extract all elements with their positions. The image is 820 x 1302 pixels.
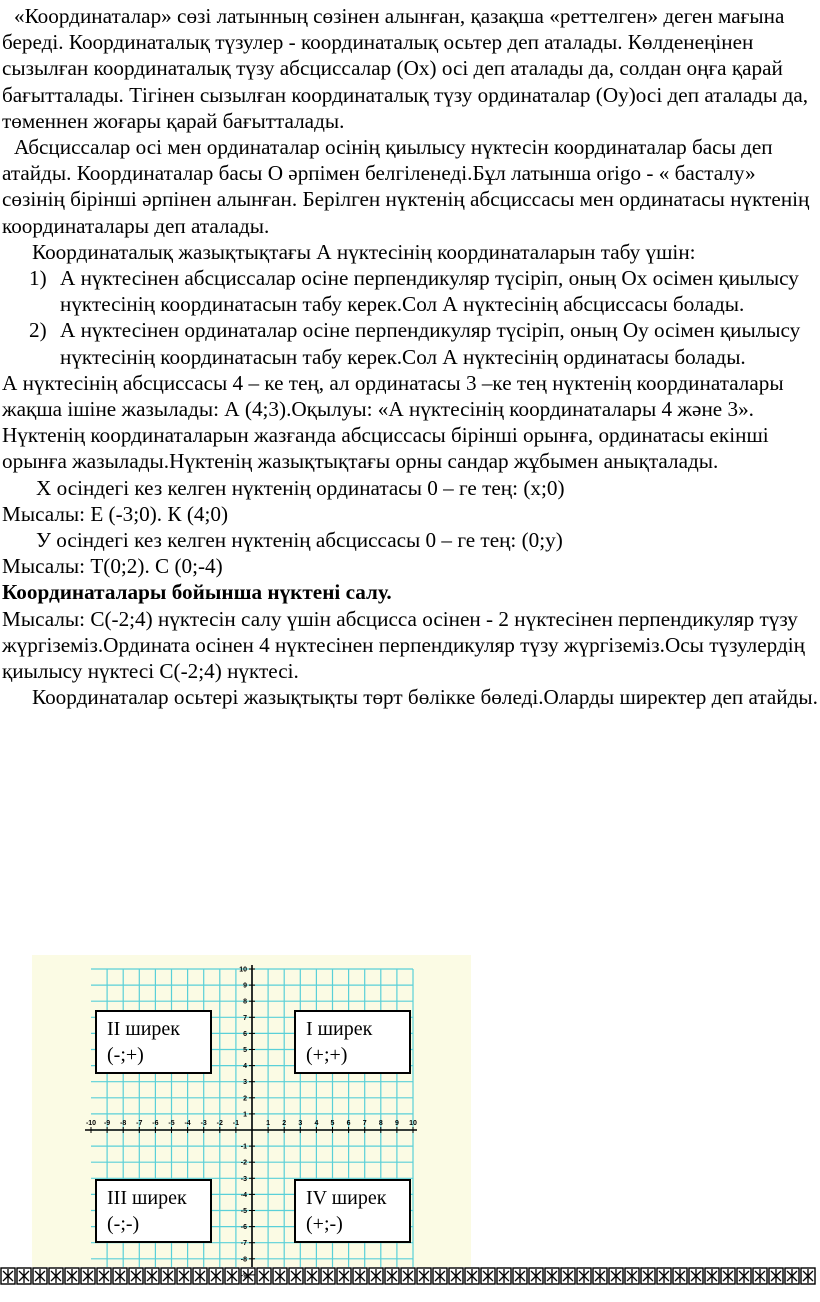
border-ornament	[163, 1269, 173, 1283]
quadrant-iv-sign: (+;-)	[306, 1213, 343, 1235]
border-ornament	[387, 1269, 397, 1283]
list-item	[2, 317, 820, 369]
border-ornament	[595, 1269, 605, 1283]
x-tick-label: 4	[314, 1120, 319, 1127]
section-heading: Координаталары бойынша нүктені салу.	[2, 580, 392, 605]
border-ornament	[195, 1269, 205, 1283]
border-ornament	[531, 1269, 541, 1283]
x-tick-label: 5	[330, 1120, 335, 1127]
x-tick-label: 8	[378, 1120, 383, 1127]
border-ornament	[739, 1269, 749, 1283]
quadrant-iii-name: III ширек	[107, 1187, 187, 1209]
border-ornament	[259, 1269, 269, 1283]
paragraph-y-axis-example: Мысалы: Т(0;2). С (0;-4)	[2, 554, 223, 579]
quadrant-i-name: I ширек	[306, 1018, 373, 1040]
y-tick-label: -1	[240, 1143, 247, 1151]
list-item-number: 2)	[29, 318, 47, 343]
list-item-text: А нүктесінен абсциссалар осіне перпендикуляр түсіріп, оның Ох осімен қиылысу нүктесінің координатасын табу керек.Сол А нүктесінің абсциссасы болады.	[60, 266, 799, 317]
list-item-text: А нүктесінен ординаталар осіне перпендикуляр түсіріп, оның Оу осімен қиылысу нүктесінің координатасын табу керек.Сол А нүктесінің ординатасы болады.	[60, 318, 801, 369]
border-ornament	[403, 1269, 413, 1283]
border-ornament	[307, 1269, 317, 1283]
border-ornament	[547, 1269, 557, 1283]
border-ornament	[147, 1269, 157, 1283]
border-ornament	[803, 1269, 813, 1283]
border-ornament	[211, 1269, 221, 1283]
y-tick-label: 2	[243, 1095, 247, 1103]
border-ornament	[643, 1269, 653, 1283]
y-tick-label: 1	[243, 1111, 247, 1119]
border-ornament	[19, 1269, 29, 1283]
quadrant-iii-box	[95, 1179, 212, 1243]
x-tick-label: 3	[298, 1120, 303, 1127]
document-text	[2, 3, 820, 710]
border-ornament	[483, 1269, 493, 1283]
border-ornament	[67, 1269, 77, 1283]
y-tick-label: 6	[243, 1030, 247, 1038]
decorative-border	[0, 1264, 816, 1288]
border-ornament	[3, 1269, 13, 1283]
x-tick-label: -5	[168, 1120, 175, 1127]
y-tick-label: -2	[240, 1159, 247, 1167]
border-ornament	[131, 1269, 141, 1283]
quadrant-i-box	[294, 1010, 411, 1074]
x-tick-label: -9	[103, 1120, 111, 1127]
border-ornament	[627, 1269, 637, 1283]
quadrant-iii-sign: (-;-)	[107, 1213, 140, 1235]
border-ornament	[771, 1269, 781, 1283]
x-tick-label: -1	[232, 1120, 240, 1127]
x-tick-label: 7	[362, 1120, 367, 1127]
paragraph-plot-example: Мысалы: С(-2;4) нүктесін салу үшін абсцисса осінен - 2 нүктесінен перпендикуляр түзу жүргіземіз.Ордината осінен 4 нүктесінен перпендикуляр түзу жүргіземіз.Осы түзулердің қиылысу нүктесі С(-2;4) нүктесі.	[2, 606, 805, 684]
paragraph-origin: Абсциссалар осі мен ординаталар осінің қиылысу нүктесін координаталар басы деп атайды. Координаталар басы О әрпімен белгіленеді.Бұл латынша origo - « басталу» сөзінің бірінші әрпінен алынған. Берілген нүктенің абсциссасы мен ординатасы нүктенің координаталары деп аталады.	[2, 135, 810, 238]
border-ornament	[323, 1269, 333, 1283]
x-tick-label: 2	[282, 1120, 287, 1127]
border-ornament	[115, 1269, 125, 1283]
y-tick-label: -3	[240, 1175, 247, 1183]
y-tick-label: -8	[240, 1256, 247, 1264]
border-ornament	[755, 1269, 765, 1283]
y-tick-label: -4	[240, 1191, 247, 1199]
border-ornament	[467, 1269, 477, 1283]
paragraph-find-coordinates: Координаталық жазықтықтағы А нүктесінің координаталарын табу үшін:	[32, 239, 696, 264]
border-ornament	[579, 1269, 589, 1283]
border-ornament	[371, 1269, 381, 1283]
border-ornament	[355, 1269, 365, 1283]
y-tick-label: 8	[243, 998, 247, 1006]
border-ornament	[435, 1269, 445, 1283]
border-ornament	[499, 1269, 509, 1283]
quadrant-iv-name: IV ширек	[306, 1187, 387, 1209]
x-tick-label: -4	[184, 1120, 191, 1127]
border-ornament	[227, 1269, 237, 1283]
paragraph-x-axis-example: Мысалы: Е (-3;0). К (4;0)	[2, 501, 229, 526]
border-ornament	[611, 1269, 621, 1283]
border-ornament	[51, 1269, 61, 1283]
steps-list	[2, 265, 820, 370]
list-item	[2, 265, 820, 317]
quadrant-ii-sign: (-;+)	[107, 1044, 144, 1066]
border-pattern-icon	[1, 1268, 815, 1284]
border-ornament	[83, 1269, 93, 1283]
border-ornament	[275, 1269, 285, 1283]
border-ornament	[515, 1269, 525, 1283]
x-tick-label: 10	[409, 1120, 417, 1127]
x-tick-label: -7	[136, 1120, 143, 1127]
paragraph-intro: «Координаталар» сөзі латынның сөзінен алынған, қазақша «реттелген» деген мағына береді. Координаталық түзулер - координаталық осьтер деп аталады. Көлденеңінен сызылған координаталық түзу абсциссалар (Ох) осі деп аталады да, солдан оңға қарай бағытталады. Тігінен сызылған координаталық түзу ординаталар (Оу)осі деп аталады да, төменнен жоғары қарай бағытталады.	[2, 4, 809, 133]
x-tick-label: 9	[394, 1120, 399, 1127]
x-tick-label: -8	[120, 1120, 127, 1127]
border-ornament	[707, 1269, 717, 1283]
paragraph-x-axis-rule: Х осіндегі кез келген нүктенің ординатасы 0 – ге тең: (х;0)	[36, 475, 565, 500]
y-tick-label: -5	[240, 1208, 247, 1215]
border-ornament	[99, 1269, 109, 1283]
coordinate-plane-figure	[32, 955, 471, 1280]
border-ornament	[419, 1269, 429, 1283]
x-tick-label: 6	[346, 1120, 351, 1127]
y-tick-label: -6	[240, 1224, 247, 1232]
border-ornament	[240, 1269, 253, 1283]
border-ornament	[723, 1269, 733, 1283]
y-tick-label: -7	[240, 1240, 247, 1248]
x-tick-label: -10	[85, 1120, 97, 1127]
y-tick-label: 9	[243, 982, 247, 990]
y-tick-label: 4	[243, 1063, 247, 1071]
quadrant-i-sign: (+;+)	[306, 1044, 348, 1066]
border-ornament	[659, 1269, 669, 1283]
border-ornament	[35, 1269, 45, 1283]
x-tick-label: -6	[152, 1120, 159, 1127]
border-ornament	[339, 1269, 349, 1283]
border-ornament	[179, 1269, 189, 1283]
x-tick-label: 1	[266, 1120, 271, 1127]
border-ornament	[787, 1269, 797, 1283]
y-tick-label: -9	[240, 1272, 247, 1280]
paragraph-y-axis-rule: У осіндегі кез келген нүктенің абсциссасы 0 – ге тең: (0;у)	[36, 528, 563, 553]
y-tick-label: 10	[239, 966, 247, 974]
quadrant-iv-box	[294, 1179, 411, 1243]
y-tick-label: 5	[243, 1047, 247, 1054]
border-ornament	[451, 1269, 461, 1283]
border-ornament	[563, 1269, 573, 1283]
list-item-number: 1)	[29, 266, 47, 291]
border-ornament	[291, 1269, 301, 1283]
quadrant-ii-box	[95, 1010, 212, 1074]
y-tick-label: 3	[243, 1079, 247, 1087]
border-ornament	[675, 1269, 685, 1283]
y-tick-label: 7	[243, 1014, 247, 1022]
paragraph-example-a: А нүктесінің абсциссасы 4 – ке тең, ал ординатасы 3 –ке тең нүктенің координаталары жақша ішіне жазылады: А (4;3).Оқылуы: «А нүктесінің координаталары 4 және 3». Нүктенің координаталарын жазғанда абсциссасы бірінші орынға, ординатасы екінші орынға жазылады.Нүктенің жазықтықтағы орны сандар жұбымен анықталады.	[2, 370, 784, 474]
x-tick-label: -3	[200, 1120, 207, 1127]
paragraph-quadrants: Координаталар осьтері жазықтықты төрт бөлікке бөледі.Оларды ширектер деп атайды.	[32, 685, 818, 710]
quadrant-ii-name: II ширек	[107, 1018, 181, 1040]
border-ornament	[691, 1269, 701, 1283]
x-tick-label: -2	[216, 1120, 223, 1127]
